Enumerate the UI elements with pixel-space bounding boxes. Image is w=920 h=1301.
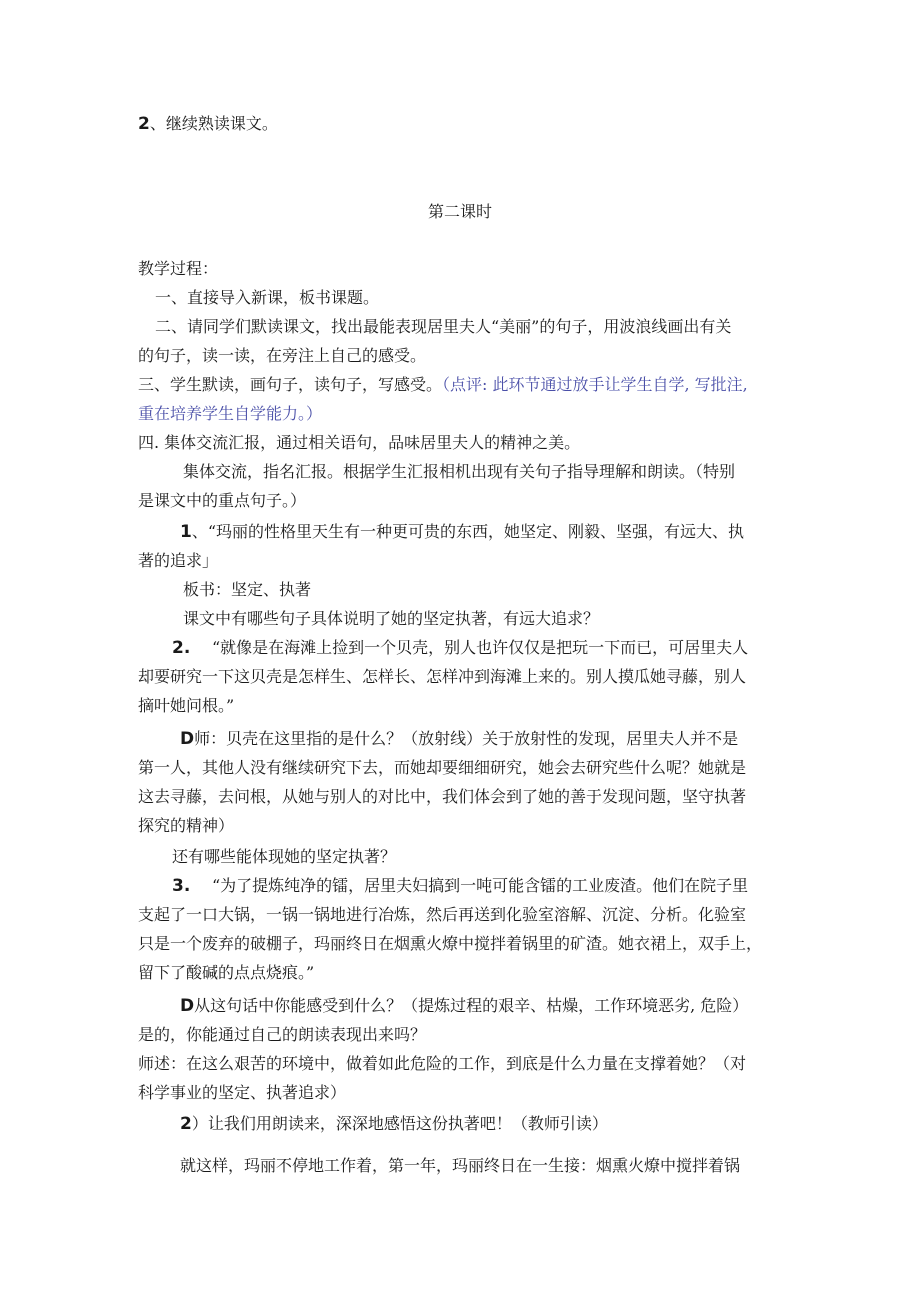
question-2: 还有哪些能体现她的坚定执著？ — [172, 847, 397, 866]
discussion-2-line-2: 是的，你能通过自己的朗读表现出来吗？ — [138, 1025, 427, 1044]
discussion-1-line-2: 第一人，其他人没有继续研究下去，而她却要细细研究，她会去研究些什么呢？她就是 — [138, 758, 747, 777]
lesson-title: 第二课时 — [427, 202, 492, 221]
quote-2-line-3: 摘叶她问根。” — [138, 696, 235, 715]
quote-1-number: 1 — [180, 522, 192, 542]
narration-line-1: 就这样，玛丽不停地工作着，第一年，玛丽终日在一生接：烟熏火燎中搅拌着锅 — [180, 1156, 741, 1175]
exchange-line-2: 是课文中的重点句子。） — [138, 491, 307, 510]
quote-3-line-3: 只是一个废弃的破棚子，玛丽终日在烟熏火燎中搅拌着锅里的矿渣。她衣裙上，双手上， — [138, 934, 763, 953]
step-1: 一、直接导入新课，板书课题。 — [155, 288, 380, 307]
discussion-2-text: 从这句话中你能感受到什么？（提炼过程的艰辛、枯燥，工作环境恶劣, 危险） — [194, 996, 749, 1015]
discussion-1-marker: D — [180, 729, 195, 749]
discussion-1-line-1 — [180, 728, 738, 750]
read-aloud-text: ）让我们用朗读来，深深地感悟这份执著吧！（教师引读） — [191, 1114, 608, 1133]
quote-1-text: 、“玛丽的性格里天生有一种更可贵的东西，她坚定、刚毅、坚强，有远大、执 — [191, 522, 745, 541]
step-2-line-1: 二、请同学们默读课文，找出最能表现居里夫人“美丽”的句子，用波浪线画出有关 — [155, 317, 732, 336]
quote-1-line-2: 著的追求」 — [138, 551, 219, 570]
question-1: 课文中有哪些句子具体说明了她的坚定执著，有远大追求？ — [183, 609, 600, 628]
quote-1-line-1 — [180, 521, 744, 543]
homework-item-2 — [138, 113, 278, 135]
discussion-2-marker: D — [180, 996, 195, 1016]
quote-2-text: “就像是在海滩上捡到一个贝壳，别人也许仅仅是把玩一下而已，可居里夫人 — [212, 638, 749, 657]
step-4: 四. 集体交流汇报，通过相关语句，品味居里夫人的精神之美。 — [138, 433, 581, 452]
discussion-1-line-4: 探究的精神） — [138, 816, 235, 835]
discussion-1-text: 师：贝壳在这里指的是什么？（放射线）关于放射性的发现，居里夫人并不是 — [194, 729, 739, 748]
item-text: 、继续熟读课文。 — [149, 114, 278, 133]
quote-2-number: 2. — [172, 638, 191, 658]
step-3-text: 三、学生默读，画句子，读句子，写感受。 — [138, 375, 443, 394]
quote-2-line-2: 却要研究一下这贝壳是怎样生、怎样长、怎样冲到海滩上来的。别人摸瓜她寻藤，别人 — [138, 667, 747, 686]
process-label: 教学过程： — [138, 259, 219, 278]
quote-2-line-1 — [172, 637, 748, 659]
step-3-line-1 — [138, 374, 748, 396]
discussion-1-line-3: 这去寻藤，去问根，从她与别人的对比中，我们体会到了她的善于发现问题，坚守执著 — [138, 787, 747, 806]
step-3-comment: （点评: 此环节通过放手让学生自学, 写批注, — [442, 375, 748, 394]
quote-3-line-1 — [172, 875, 748, 897]
exchange-line-1: 集体交流，指名汇报。根据学生汇报相机出现有关句子指导理解和朗读。（特别 — [183, 462, 736, 481]
blackboard-note: 板书：坚定、执著 — [183, 580, 312, 599]
quote-3-line-4: 留下了酸碱的点点烧痕。” — [138, 963, 315, 982]
quote-3-text: “为了提炼纯净的镭，居里夫妇搞到一吨可能含镭的工业废渣。他们在院子里 — [212, 876, 749, 895]
discussion-2-line-1 — [180, 995, 748, 1017]
item-number: 2 — [138, 114, 150, 134]
step-read-aloud — [180, 1113, 608, 1135]
quote-3-line-2: 支起了一口大锅，一锅一锅地进行冶炼，然后再送到化验室溶解、沉淀、分析。化验室 — [138, 905, 747, 924]
step-3-comment-line-2: 重在培养学生自学能力。） — [138, 404, 323, 423]
teacher-line-2: 科学事业的坚定、执著追求） — [138, 1083, 347, 1102]
quote-3-number: 3. — [172, 876, 191, 896]
step-2-line-2: 的句子，读一读，在旁注上自己的感受。 — [138, 346, 427, 365]
teacher-line-1: 师述：在这么艰苦的环境中，做着如此危险的工作，到底是什么力量在支撑着她？（对 — [138, 1054, 747, 1073]
read-aloud-number: 2 — [180, 1114, 192, 1134]
